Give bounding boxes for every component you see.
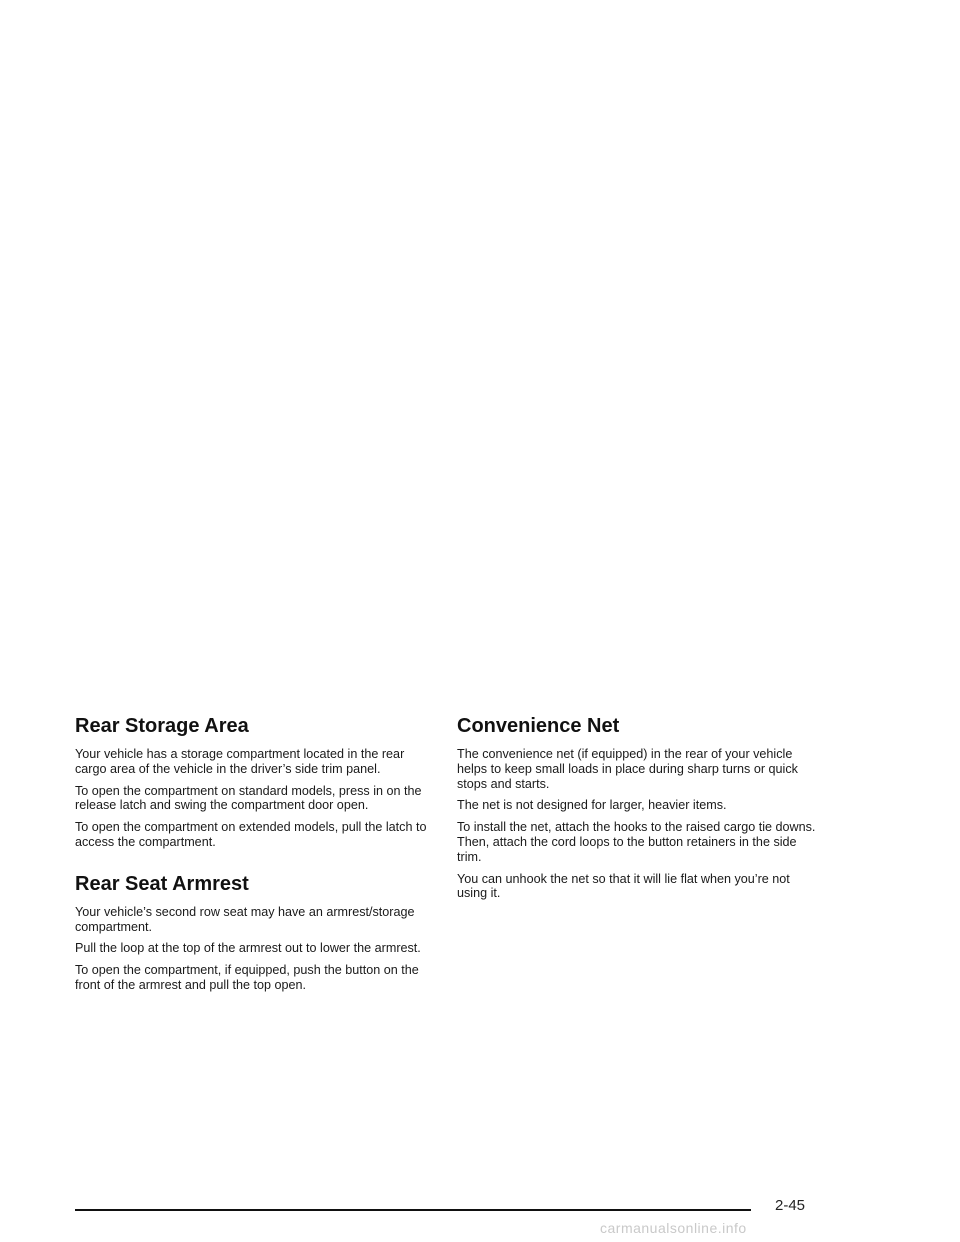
paragraph: Pull the loop at the top of the armrest out to lower the armrest. bbox=[75, 941, 421, 956]
watermark: carmanualsonline.info bbox=[600, 1220, 747, 1236]
section-rear-seat-armrest bbox=[75, 872, 439, 993]
paragraph: To open the compartment on extended models, pull the latch to access the compartment. bbox=[75, 820, 427, 849]
right-column bbox=[457, 714, 821, 923]
left-column bbox=[75, 714, 439, 1015]
paragraph: The net is not designed for larger, heavier items. bbox=[457, 798, 727, 813]
heading-rear-seat-armrest: Rear Seat Armrest bbox=[75, 872, 249, 895]
section-convenience-net bbox=[457, 714, 821, 901]
page-number: 2-45 bbox=[775, 1197, 806, 1214]
paragraph: To install the net, attach the hooks to the raised cargo tie downs. Then, attach the cord loops to the button retainers in the side trim. bbox=[457, 820, 816, 864]
paragraph: To open the compartment, if equipped, push the button on the front of the armrest and pull the top open. bbox=[75, 963, 419, 992]
section-rear-storage-area bbox=[75, 714, 439, 850]
heading-rear-storage-area: Rear Storage Area bbox=[75, 715, 249, 737]
paragraph: You can unhook the net so that it will lie flat when you’re not using it. bbox=[457, 871, 790, 901]
paragraph: Your vehicle has a storage compartment located in the rear cargo area of the vehicle in the driver’s side trim panel. bbox=[75, 747, 405, 776]
paragraph: The convenience net (if equipped) in the rear of your vehicle helps to keep small loads in place during sharp turns or quick stops and starts. bbox=[457, 747, 798, 791]
heading-convenience-net: Convenience Net bbox=[457, 715, 620, 737]
footer-rule bbox=[75, 1209, 751, 1211]
paragraph: To open the compartment on standard models, press in on the release latch and swing the compartment door open. bbox=[75, 783, 422, 813]
paragraph: Your vehicle’s second row seat may have an armrest/storage compartment. bbox=[75, 904, 415, 934]
